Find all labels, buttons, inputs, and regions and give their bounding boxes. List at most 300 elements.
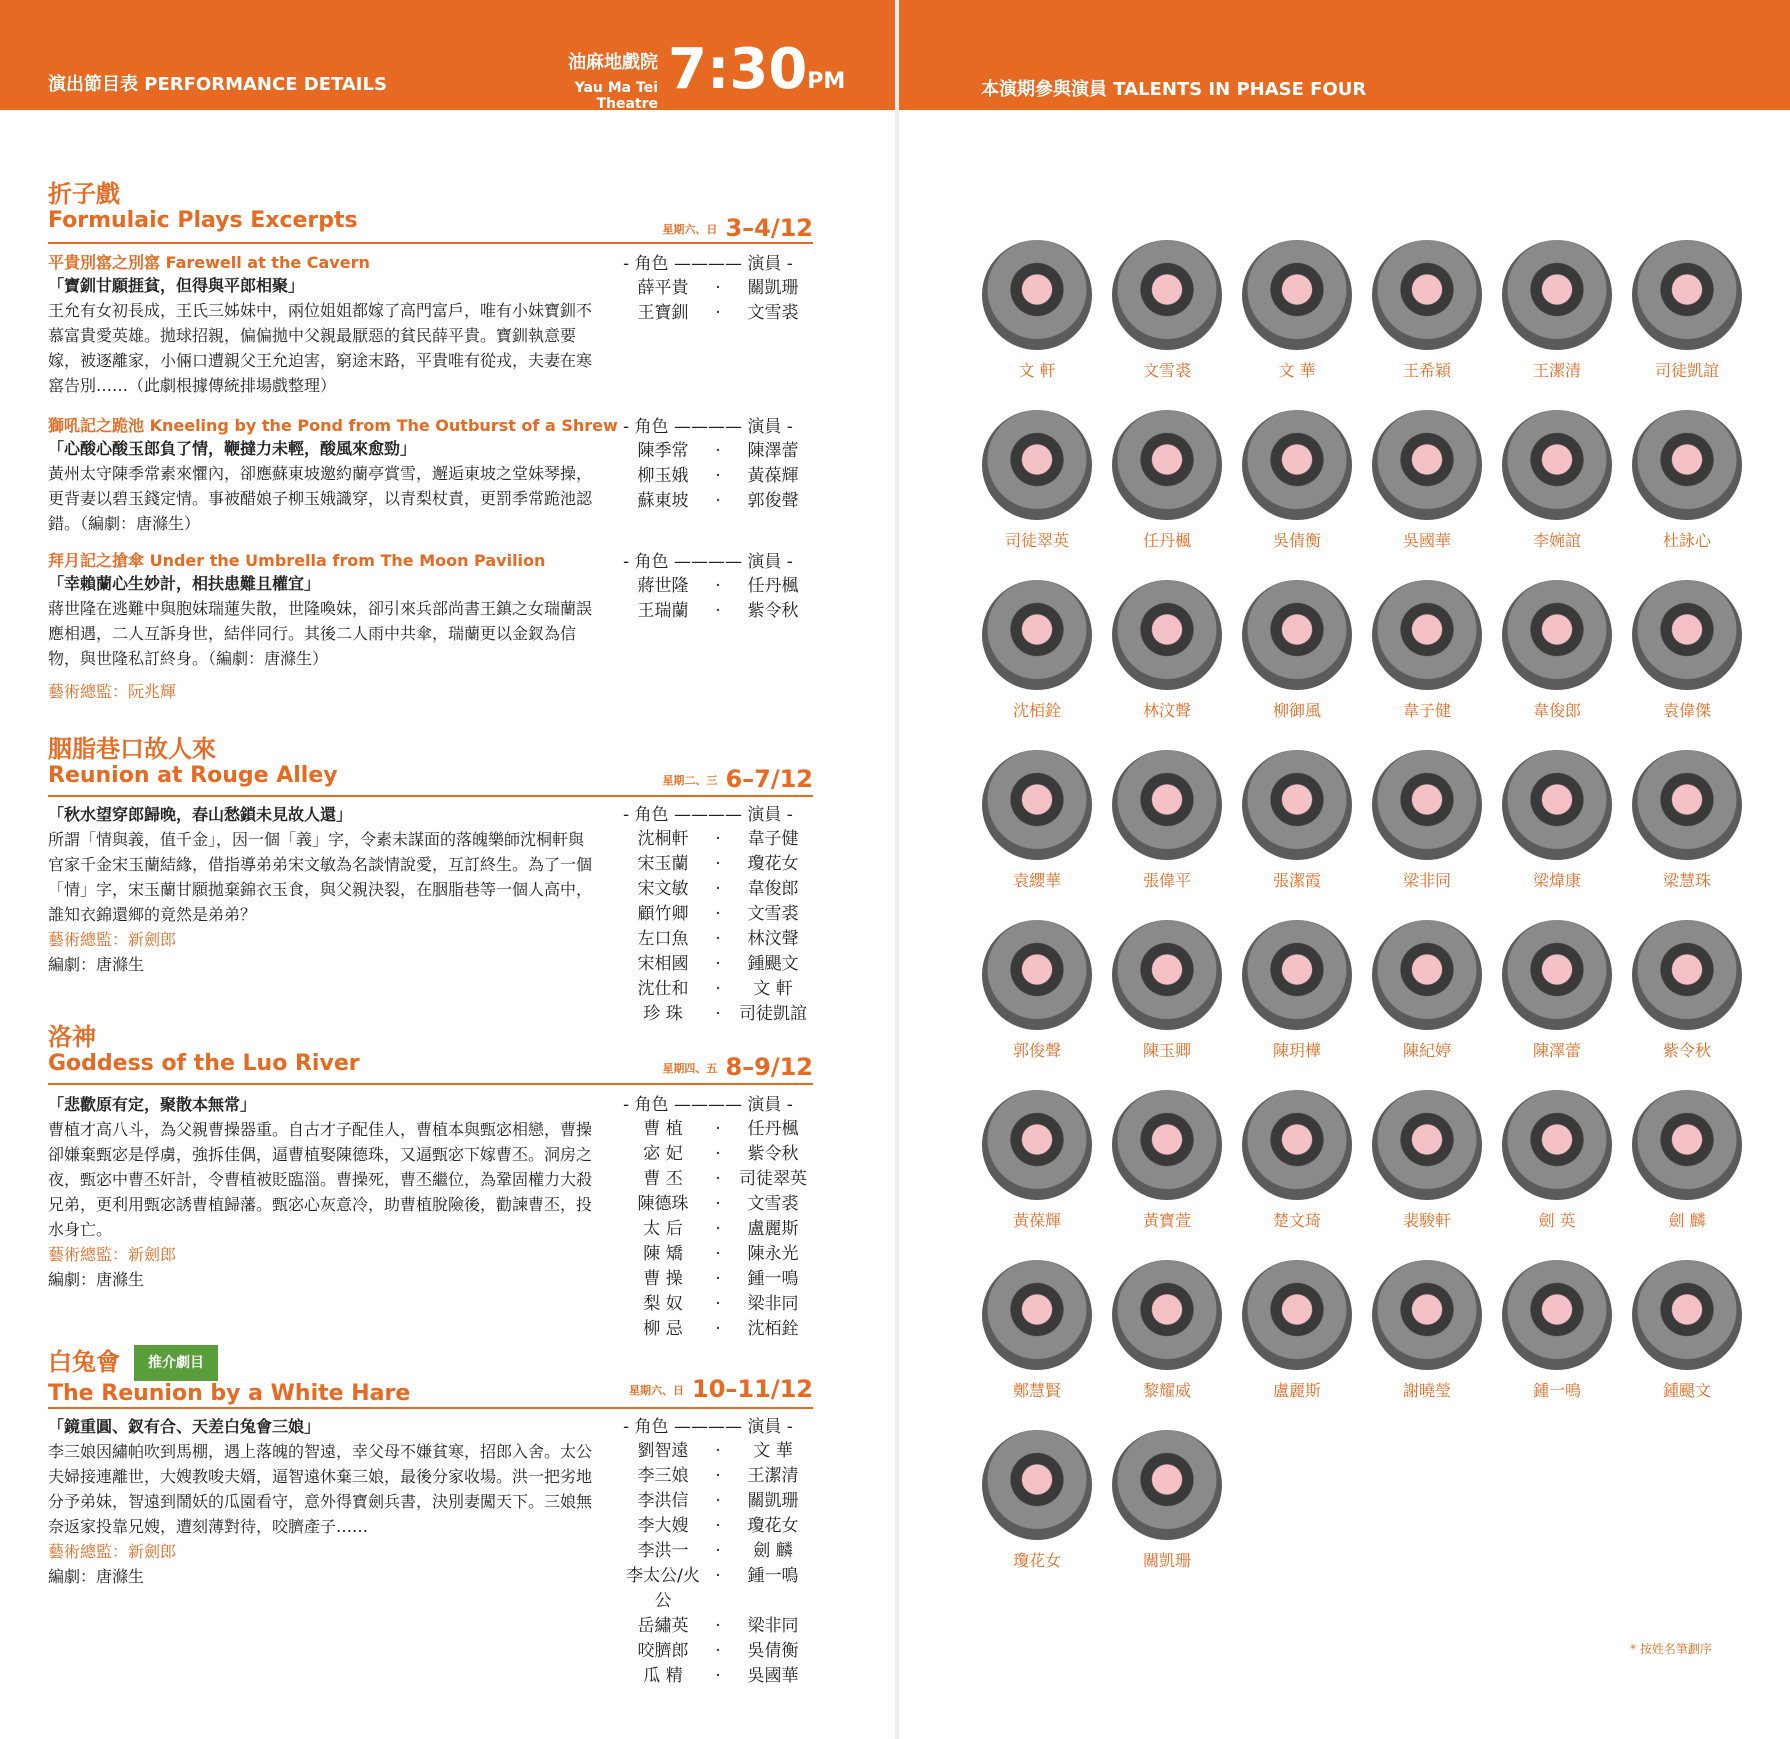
cast-header: - 角色 ———— 演員 - — [623, 417, 793, 437]
talent-card — [1232, 240, 1362, 381]
cast-row: 曹 植 ‧ 任丹楓 — [623, 1117, 813, 1142]
role: 曹 植 — [643, 1119, 683, 1139]
talent-card — [972, 1260, 1102, 1401]
talent-portrait — [1632, 410, 1742, 520]
actor: 劍 麟 — [753, 1541, 793, 1561]
talent-name: 袁偉傑 — [1662, 701, 1711, 720]
role: 陳德珠 — [637, 1194, 689, 1214]
actor: 紫令秋 — [747, 1144, 799, 1164]
talent-name: 黃寶萱 — [1142, 1211, 1191, 1230]
actor: 紫令秋 — [747, 601, 799, 621]
talent-portrait — [1502, 580, 1612, 690]
talent-card — [1362, 240, 1492, 381]
talent-portrait — [1242, 920, 1352, 1030]
role: 宋相國 — [637, 954, 689, 974]
section-date — [662, 214, 813, 242]
talent-name: 鄭慧賢 — [1012, 1381, 1061, 1400]
role: 李洪信 — [637, 1491, 689, 1511]
talent-card — [972, 1430, 1102, 1571]
talent-name: 李婉誼 — [1532, 531, 1581, 550]
talent-portrait — [1242, 750, 1352, 860]
page-fold — [895, 0, 899, 1739]
talent-portrait — [1632, 240, 1742, 350]
credit-line: 藝術總監：新劍郎 — [48, 1245, 177, 1264]
role: 陳 矯 — [643, 1244, 683, 1264]
sort-note: * 按姓名筆劃序 — [1630, 1642, 1712, 1656]
talent-card — [1232, 750, 1362, 891]
talent-portrait — [982, 920, 1092, 1030]
talent-portrait — [982, 580, 1092, 690]
weekday: 星期四、五 — [662, 1062, 718, 1075]
time-suffix: PM — [807, 69, 846, 94]
talent-card — [972, 1090, 1102, 1231]
section-rouge-alley — [48, 735, 813, 1024]
cast-row: 李太公/火公 ‧ 鍾一鳴 — [623, 1564, 813, 1614]
actor: 林汶聲 — [747, 929, 799, 949]
actor: 關凱珊 — [747, 1491, 799, 1511]
talent-card — [1622, 750, 1752, 891]
talent-portrait — [1502, 240, 1612, 350]
talent-name: 鍾一鳴 — [1532, 1381, 1581, 1400]
talent-portrait — [982, 1430, 1092, 1540]
section-title-zh: 折子戲 — [48, 180, 120, 208]
talent-portrait — [1372, 580, 1482, 690]
role: 太 后 — [643, 1219, 683, 1239]
role: 宋文敏 — [637, 879, 689, 899]
talent-name: 郭俊聲 — [1012, 1041, 1061, 1060]
talent-portrait — [1632, 920, 1742, 1030]
play-title: 獅吼記之跪池 Kneeling by the Pond from The Outburst of a Shrew — [48, 416, 618, 435]
talent-card — [1232, 1090, 1362, 1231]
role: 李大嫂 — [637, 1516, 689, 1536]
talent-portrait — [1112, 410, 1222, 520]
play-farewell — [48, 252, 813, 398]
role: 蔣世隆 — [637, 576, 689, 596]
section-title-en: Reunion at Rouge Alley — [48, 763, 338, 788]
talent-card — [1492, 920, 1622, 1061]
talent-portrait — [1502, 920, 1612, 1030]
talent-name: 吳國華 — [1402, 531, 1451, 550]
talent-card — [1232, 920, 1362, 1061]
talent-name: 任丹楓 — [1142, 531, 1191, 550]
cast-row: 曹 丕 ‧ 司徒翠英 — [623, 1167, 813, 1192]
cast-row: 蔣世隆 ‧ 任丹楓 — [623, 574, 813, 599]
play-synopsis: 黃州太守陳季常素來懼內，卻應蘇東坡邀約蘭亭賞雪，邂逅東坡之堂妹琴操，更背妻以碧玉錢定情。事被醋娘子柳玉娥識穿，以青梨杖責，更罰季常跪池認錯。（編劇：唐滌生） — [48, 464, 593, 533]
talent-card — [1622, 580, 1752, 721]
role: 左口魚 — [637, 929, 689, 949]
talent-portrait — [1372, 1260, 1482, 1370]
actor: 任丹楓 — [747, 1119, 799, 1139]
talent-portrait — [1242, 410, 1352, 520]
actor: 黃葆輝 — [747, 466, 799, 486]
talent-card — [1232, 1260, 1362, 1401]
talent-portrait — [1112, 580, 1222, 690]
cast-table — [623, 550, 813, 624]
talent-name: 黎耀威 — [1142, 1381, 1191, 1400]
venue-zh: 油麻地戲院 — [568, 52, 658, 73]
role: 薛平貴 — [637, 278, 689, 298]
talent-card — [1362, 750, 1492, 891]
weekday: 星期二、三 — [662, 774, 718, 787]
role: 李洪一 — [637, 1541, 689, 1561]
role: 曹 操 — [643, 1269, 683, 1289]
play-body — [48, 1415, 813, 1686]
actor: 文雪裘 — [747, 303, 799, 323]
talent-name: 紫令秋 — [1662, 1041, 1711, 1060]
actor: 吳倩衡 — [747, 1641, 799, 1661]
play-tagline: 「心酸心酸玉郎負了情，鞭撻力未輕，酸風來愈勁」 — [48, 439, 417, 458]
talent-name: 陳澤蕾 — [1532, 1041, 1581, 1060]
play-tagline: 「鏡重圓、釵有合、天差白兔會三娘」 — [48, 1417, 321, 1436]
talent-card — [1492, 750, 1622, 891]
cast-row: 李大嫂 ‧ 瓊花女 — [623, 1514, 813, 1539]
play-synopsis: 蔣世隆在逃難中與胞妹瑞蓮失散，世隆喚妹，卻引來兵部尚書王鎮之女瑞蘭誤應相遇，二人互訴身世，結伴同行。其後二人雨中共傘，瑞蘭更以金釵為信物，與世隆私訂終身。（編劇：唐滌生） — [48, 599, 593, 668]
talent-card — [1362, 1090, 1492, 1231]
cast-row: 薛平貴 ‧ 關凱珊 — [623, 276, 813, 301]
section-title-en: The Reunion by a White Hare — [48, 1381, 411, 1406]
talent-card — [1492, 240, 1622, 381]
talent-name: 韋俊郎 — [1532, 701, 1581, 720]
talent-card — [1102, 1260, 1232, 1401]
cast-row: 王瑞蘭 ‧ 紫令秋 — [623, 599, 813, 624]
cast-row: 咬臍郎 ‧ 吳倩衡 — [623, 1639, 813, 1664]
cast-row: 顧竹卿 ‧ 文雪裘 — [623, 902, 813, 927]
role: 沈桐軒 — [637, 829, 689, 849]
credit-line: 編劇：唐滌生 — [48, 955, 145, 974]
section-luo-river — [48, 1023, 813, 1339]
actor: 陳永光 — [747, 1244, 799, 1264]
talent-name: 文 華 — [1278, 361, 1316, 380]
actor: 文 華 — [753, 1441, 793, 1461]
talent-name: 裴駿軒 — [1402, 1211, 1451, 1230]
actor: 文 軒 — [753, 979, 793, 999]
actor: 郭俊聲 — [747, 491, 799, 511]
actor: 瓊花女 — [747, 854, 799, 874]
cast-table — [623, 1093, 813, 1342]
talent-card — [972, 920, 1102, 1061]
talent-name: 文 軒 — [1018, 361, 1056, 380]
talent-portrait — [982, 1090, 1092, 1200]
talent-portrait — [1112, 920, 1222, 1030]
play-body — [48, 803, 813, 1024]
cast-header: - 角色 ———— 演員 - — [623, 1095, 793, 1115]
section-white-hare — [48, 1345, 813, 1686]
section-rule — [48, 242, 813, 244]
talent-portrait — [1112, 1430, 1222, 1540]
talent-portrait — [1372, 410, 1482, 520]
talent-card — [1102, 1090, 1232, 1231]
play-tagline: 「悲歡原有定，聚散本無常」 — [48, 1095, 257, 1114]
talent-name: 黃葆輝 — [1012, 1211, 1061, 1230]
play-tagline: 「寶釧甘願捱貧，但得與平郎相聚」 — [48, 276, 305, 295]
cast-header: - 角色 ———— 演員 - — [623, 805, 793, 825]
talent-card — [1102, 920, 1232, 1061]
actor: 梁非同 — [747, 1616, 799, 1636]
actor: 瓊花女 — [747, 1516, 799, 1536]
cast-table — [623, 252, 813, 326]
talent-card — [972, 240, 1102, 381]
play-tagline: 「秋水望穿郎歸晚，春山愁鎖未見故人還」 — [48, 805, 353, 824]
talent-name: 柳御風 — [1272, 701, 1321, 720]
talent-card — [1622, 920, 1752, 1061]
cast-table — [623, 803, 813, 1027]
talent-name: 袁纓華 — [1012, 871, 1061, 890]
talent-name: 瓊花女 — [1012, 1551, 1061, 1570]
talent-portrait — [1372, 750, 1482, 860]
cast-row: 左口魚 ‧ 林汶聲 — [623, 927, 813, 952]
role: 岳繡英 — [637, 1616, 689, 1636]
play-umbrella — [48, 550, 813, 704]
section-title-zh: 白兔會 — [48, 1348, 120, 1376]
play-synopsis: 王允有女初長成，王氏三姊妹中，兩位姐姐都嫁了高門富戶，唯有小妹寶釧不慕富貴愛英雄。拋球招親，偏偏拋中父親最厭惡的貧民薛平貴。寶釧執意要嫁，被逐離家，小倆口遭親父王允迫害，窮途末路，平貴唯有從戎，夫妻在寒窰告別……（此劇根據傳統排場戲整理） — [48, 301, 593, 395]
role: 柳玉娥 — [637, 466, 689, 486]
cast-table — [623, 1415, 813, 1689]
talent-portrait — [982, 240, 1092, 350]
actor: 鍾一鳴 — [747, 1566, 799, 1586]
actor: 王潔清 — [747, 1466, 799, 1486]
credit-line: 藝術總監：新劍郎 — [48, 1542, 177, 1561]
date-range: 3–4/12 — [725, 214, 813, 242]
talent-portrait — [1502, 750, 1612, 860]
play-tagline: 「幸賴蘭心生妙計，相扶患難且權宜」 — [48, 574, 321, 593]
talent-name: 韋子健 — [1402, 701, 1451, 720]
talent-card — [972, 750, 1102, 891]
credit-line: 編劇：唐滌生 — [48, 1270, 145, 1289]
actor: 吳國華 — [747, 1666, 799, 1686]
cast-header: - 角色 ———— 演員 - — [623, 1417, 793, 1437]
talent-portrait — [1502, 410, 1612, 520]
section-title-en: Goddess of the Luo River — [48, 1051, 360, 1076]
actor: 鍾颶文 — [747, 954, 799, 974]
talent-portrait — [1632, 1090, 1742, 1200]
talent-card — [1362, 920, 1492, 1061]
talent-name: 梁慧珠 — [1662, 871, 1711, 890]
talent-name: 杜詠心 — [1662, 531, 1711, 550]
cast-row: 李三娘 ‧ 王潔清 — [623, 1464, 813, 1489]
actor: 文雪裘 — [747, 1194, 799, 1214]
weekday: 星期六、日 — [629, 1384, 685, 1397]
role: 李太公/火公 — [626, 1566, 700, 1611]
section-rule — [48, 795, 813, 797]
talent-name: 王潔清 — [1532, 361, 1581, 380]
talent-card — [1362, 1260, 1492, 1401]
talent-name: 王希穎 — [1402, 361, 1451, 380]
role: 陳季常 — [637, 441, 689, 461]
date-range: 10–11/12 — [692, 1375, 813, 1403]
talent-card — [1622, 410, 1752, 551]
actor: 司徒凱誼 — [739, 1004, 807, 1024]
cast-row: 陳季常 ‧ 陳澤蕾 — [623, 439, 813, 464]
talent-card — [1102, 750, 1232, 891]
role: 梨 奴 — [643, 1294, 683, 1314]
talent-card — [1492, 410, 1622, 551]
talents-title: 本演期參與演員 TALENTS IN PHASE FOUR — [981, 79, 1367, 100]
time-value: 7:30 — [668, 37, 808, 102]
cast-row: 珍 珠 ‧ 司徒凱誼 — [623, 1002, 813, 1027]
role: 咬臍郎 — [637, 1641, 689, 1661]
cast-row: 太 后 ‧ 盧麗斯 — [623, 1217, 813, 1242]
talent-name: 陳紀婷 — [1402, 1041, 1451, 1060]
talent-portrait — [1632, 1260, 1742, 1370]
section-rule — [48, 1407, 813, 1409]
cast-row: 李洪一 ‧ 劍 麟 — [623, 1539, 813, 1564]
cast-row: 岳繡英 ‧ 梁非同 — [623, 1614, 813, 1639]
talent-name: 謝曉瑩 — [1402, 1381, 1451, 1400]
role: 顧竹卿 — [637, 904, 689, 924]
actor: 盧麗斯 — [747, 1219, 799, 1239]
play-body — [48, 1093, 813, 1339]
header-left-band — [0, 0, 895, 110]
cast-table — [623, 415, 813, 514]
role: 宋玉蘭 — [637, 854, 689, 874]
talent-portrait — [1242, 240, 1352, 350]
credit-line: 編劇：唐滌生 — [48, 1567, 145, 1586]
talent-card — [972, 580, 1102, 721]
play-title: 平貴別窰之別窰 Farewell at the Cavern — [48, 253, 370, 272]
play-kneeling — [48, 415, 813, 536]
play-synopsis: 李三娘因繡帕吹到馬棚，遇上落魄的智遠，幸父母不嫌貧寒，招郎入舍。太公夫婦接連離世，大嫂教唆夫婿，逼智遠休棄三娘，最後分家收場。洪一把劣地分予弟妹，智遠到鬧妖的瓜園看守，意外得寶劍兵書，決別妻闖天下。三娘無奈返家投靠兄嫂，遭刻薄對待，咬臍產子…… — [48, 1442, 593, 1536]
talent-name: 張潔霞 — [1272, 871, 1321, 890]
cast-row: 柳玉娥 ‧ 黃葆輝 — [623, 464, 813, 489]
play-synopsis: 曹植才高八斗，為父親曹操器重。自古才子配佳人，曹植本與甄宓相戀，曹操卻嫌棄甄宓是俘虜，強拆佳偶，逼曹植娶陳德珠，又逼甄宓下嫁曹丕。洞房之夜，甄宓中曹丕奸計，令曹植被貶臨淄。曹操死，曹丕繼位，為鞏固權力大殺兄弟，更利用甄宓誘曹植歸藩。甄宓心灰意冷，助曹植脫險後，勸諫曹丕，投水身亡。 — [48, 1120, 593, 1239]
cast-row: 柳 忌 ‧ 沈栢銓 — [623, 1317, 813, 1342]
actor: 韋俊郎 — [747, 879, 799, 899]
cast-row: 瓜 精 ‧ 吳國華 — [623, 1664, 813, 1689]
actor: 文雪裘 — [747, 904, 799, 924]
actor: 沈栢銓 — [747, 1319, 799, 1339]
cast-row: 沈仕和 ‧ 文 軒 — [623, 977, 813, 1002]
role: 劉智遠 — [637, 1441, 689, 1461]
talent-name: 劍 麟 — [1668, 1211, 1706, 1230]
actor: 陳澤蕾 — [747, 441, 799, 461]
cast-row: 沈桐軒 ‧ 韋子健 — [623, 827, 813, 852]
recommended-badge: 推介劇目 — [134, 1345, 218, 1381]
cast-row: 宋相國 ‧ 鍾颶文 — [623, 952, 813, 977]
talent-name: 盧麗斯 — [1272, 1381, 1321, 1400]
cast-row: 王寶釧 ‧ 文雪裘 — [623, 301, 813, 326]
talent-name: 文雪裘 — [1142, 361, 1191, 380]
date-range: 8–9/12 — [725, 1053, 813, 1081]
actor: 任丹楓 — [747, 576, 799, 596]
talent-name: 沈栢銓 — [1012, 701, 1061, 720]
date-range: 6–7/12 — [725, 765, 813, 793]
venue — [518, 48, 658, 112]
talent-portrait — [1502, 1090, 1612, 1200]
show-time — [668, 37, 846, 110]
venue-en: Yau Ma Tei Theatre — [574, 80, 658, 112]
talent-name: 吳倩衡 — [1272, 531, 1321, 550]
talent-name: 關凱珊 — [1142, 1551, 1191, 1570]
talent-card — [1102, 240, 1232, 381]
actor: 梁非同 — [747, 1294, 799, 1314]
actor: 韋子健 — [747, 829, 799, 849]
role: 柳 忌 — [643, 1319, 683, 1339]
talent-portrait — [982, 750, 1092, 860]
talent-name: 司徒凱誼 — [1654, 361, 1719, 380]
section-title-en: Formulaic Plays Excerpts — [48, 208, 358, 233]
talent-portrait — [1242, 580, 1352, 690]
cast-row: 劉智遠 ‧ 文 華 — [623, 1439, 813, 1464]
play-synopsis: 所謂「情與義，值千金」，因一個「義」字，令素未謀面的落魄樂師沈桐軒與官家千金宋玉蘭結緣，借指導弟弟宋文敏為名談情說愛，互訂終生。為了一個「情」字，宋玉蘭甘願拋棄錦衣玉食，與父親決裂，在胭脂巷等一個人高中，誰知衣錦還鄉的竟然是弟弟？ — [48, 830, 593, 924]
talent-card — [1622, 1260, 1752, 1401]
talent-portrait — [1112, 1090, 1222, 1200]
talent-portrait — [1632, 750, 1742, 860]
cast-header: - 角色 ———— 演員 - — [623, 254, 793, 274]
talent-portrait — [1242, 1260, 1352, 1370]
section-date — [662, 765, 813, 793]
credit-line: 藝術總監：阮兆輝 — [48, 682, 177, 701]
header-right-band — [899, 0, 1790, 110]
role: 曹 丕 — [643, 1169, 683, 1189]
talent-card — [1362, 410, 1492, 551]
section-title-zh: 洛神 — [48, 1023, 96, 1051]
talent-name: 鍾颶文 — [1662, 1381, 1711, 1400]
role: 蘇東坡 — [637, 491, 689, 511]
role: 宓 妃 — [643, 1144, 683, 1164]
talent-portrait — [1632, 580, 1742, 690]
talent-portrait — [1112, 240, 1222, 350]
section-title-zh: 胭脂巷口故人來 — [48, 735, 216, 763]
credit-line: 藝術總監：新劍郎 — [48, 930, 177, 949]
actor: 關凱珊 — [747, 278, 799, 298]
talent-portrait — [1372, 240, 1482, 350]
weekday: 星期六、日 — [662, 223, 718, 236]
talent-card — [1102, 580, 1232, 721]
talent-name: 陳玉卿 — [1142, 1041, 1191, 1060]
talent-name: 梁煒康 — [1532, 871, 1581, 890]
talent-name: 陳玥樺 — [1272, 1041, 1321, 1060]
talent-name: 張偉平 — [1142, 871, 1191, 890]
talent-card — [1492, 1260, 1622, 1401]
actor: 鍾一鳴 — [747, 1269, 799, 1289]
talent-portrait — [1372, 920, 1482, 1030]
talent-card — [1362, 580, 1492, 721]
role: 瓜 精 — [643, 1666, 683, 1686]
talent-card — [1622, 1090, 1752, 1231]
cast-row: 李洪信 ‧ 關凱珊 — [623, 1489, 813, 1514]
role: 王瑞蘭 — [637, 601, 689, 621]
talent-name: 劍 英 — [1538, 1211, 1576, 1230]
talent-portrait — [1112, 750, 1222, 860]
play-title: 拜月記之搶傘 Under the Umbrella from The Moon Pavilion — [48, 551, 546, 570]
cast-row: 宋文敏 ‧ 韋俊郎 — [623, 877, 813, 902]
cast-row: 梨 奴 ‧ 梁非同 — [623, 1292, 813, 1317]
cast-row: 蘇東坡 ‧ 郭俊聲 — [623, 489, 813, 514]
talent-card — [1232, 410, 1362, 551]
talent-name: 林汶聲 — [1142, 701, 1191, 720]
talent-card — [1232, 580, 1362, 721]
section-date — [629, 1375, 813, 1403]
cast-header: - 角色 ———— 演員 - — [623, 552, 793, 572]
section-rule — [48, 1083, 813, 1085]
section-formulaic — [48, 180, 813, 701]
talent-portrait — [1242, 1090, 1352, 1200]
talent-name: 楚文琦 — [1272, 1211, 1321, 1230]
cast-row: 陳 矯 ‧ 陳永光 — [623, 1242, 813, 1267]
talent-card — [1492, 580, 1622, 721]
section-date — [662, 1053, 813, 1081]
performance-details-title: 演出節目表 PERFORMANCE DETAILS — [48, 74, 387, 95]
actor: 司徒翠英 — [739, 1169, 807, 1189]
cast-row: 曹 操 ‧ 鍾一鳴 — [623, 1267, 813, 1292]
talent-portrait — [982, 1260, 1092, 1370]
talent-name: 司徒翠英 — [1004, 531, 1069, 550]
cast-row: 陳德珠 ‧ 文雪裘 — [623, 1192, 813, 1217]
talent-card — [1492, 1090, 1622, 1231]
talent-portrait — [1502, 1260, 1612, 1370]
cast-row: 宋玉蘭 ‧ 瓊花女 — [623, 852, 813, 877]
talent-portrait — [982, 410, 1092, 520]
